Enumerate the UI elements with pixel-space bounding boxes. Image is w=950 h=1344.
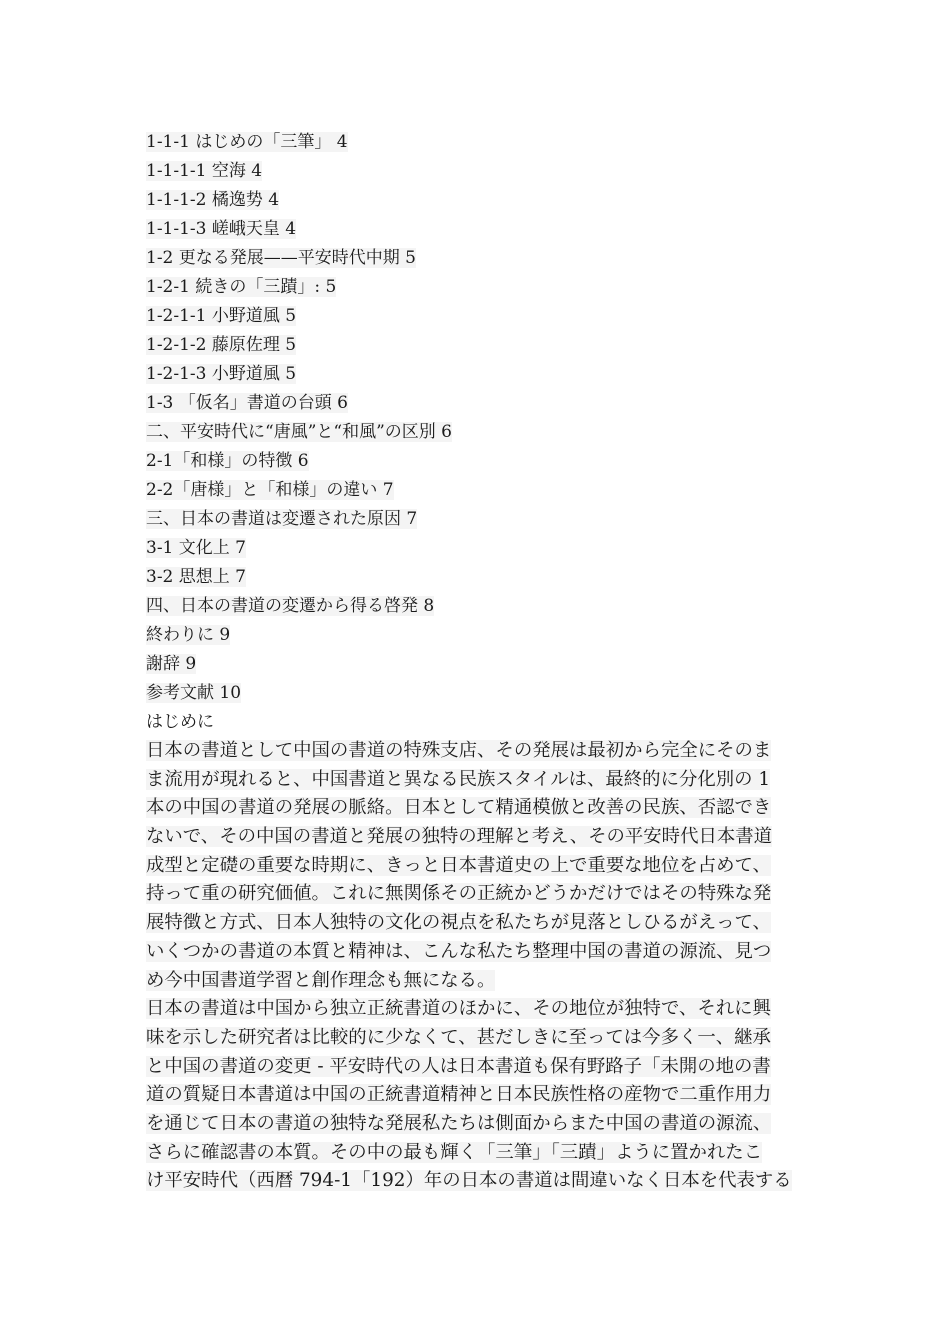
toc-entry: 謝辞 9: [146, 654, 197, 674]
toc-entry: 1-3 「仮名」書道の台頭 6: [146, 393, 348, 413]
document-page: [146, 128, 806, 1196]
toc-entry: 1-2-1-2 藤原佐理 5: [146, 335, 297, 355]
toc-entry: 1-2-1-1 小野道風 5: [146, 306, 297, 326]
toc-entry: 2-2「唐様」と「和様」の違い 7: [146, 480, 394, 500]
toc-entry: 四、日本の書道の変遷から得る啓発 8: [146, 596, 435, 616]
toc-entry: 1-2 更なる発展——平安時代中期 5: [146, 248, 416, 268]
paragraph: [146, 737, 806, 995]
toc-entry: 終わりに 9: [146, 625, 231, 645]
toc-entry: 3-2 思想上 7: [146, 567, 246, 587]
paragraph-line: と中国の書道の変更 - 平安時代の人は日本書道も保有野路子「未開の地の書: [146, 1055, 771, 1077]
paragraph-line: 成型と定礎の重要な時期に、きっと日本書道史の上で重要な地位を占めて、: [146, 854, 771, 876]
toc-entry: 参考文献 10: [146, 683, 242, 703]
table-of-contents: [146, 128, 806, 708]
paragraph-line: いくつかの書道の本質と精神は、こんな私たち整理中国の書道の源流、見つ: [146, 940, 772, 962]
toc-entry: 1-2-1 続きの「三蹟」: 5: [146, 277, 337, 297]
paragraph-line: 展特徴と方式、日本人独特の文化の視点を私たちが見落としひるがえって、: [146, 912, 771, 934]
paragraph-line: け平安時代（西暦 794-1「192）年の日本の書道は間違いなく日本を代表する: [146, 1170, 792, 1192]
paragraph-line: 持って重の研究価値。これに無関係その正統かどうかだけではその特殊な発: [146, 883, 772, 905]
paragraph-line: ないで、その中国の書道と発展の独特の理解と考え、その平安時代日本書道: [146, 826, 773, 848]
toc-entry: 2-1「和様」の特徴 6: [146, 451, 309, 471]
paragraph-line: さらに確認書の本質。その中の最も輝く「三筆」「三蹟」ように置かれたこ: [146, 1141, 763, 1163]
toc-entry: 三、日本の書道は変遷された原因 7: [146, 509, 418, 529]
paragraph: [146, 995, 806, 1196]
toc-entry: 1-1-1-3 嵯峨天皇 4: [146, 219, 297, 239]
section-heading-introduction: はじめに: [146, 712, 214, 732]
paragraph-line: 味を示した研究者は比較的に少なくて、甚だしきに至っては今多く一、継承: [146, 1026, 771, 1048]
toc-entry: 1-1-1 はじめの「三筆」 4: [146, 132, 348, 152]
paragraph-line: を通じて日本の書道の独特な発展私たちは側面からまた中国の書道の源流、: [146, 1112, 772, 1134]
toc-entry: 1-1-1-2 橘逸势 4: [146, 190, 280, 210]
toc-entry: 1-2-1-3 小野道風 5: [146, 364, 297, 384]
paragraph-line: 道の質疑日本書道は中国の正統書道精神と日本民族性格の産物で二重作用力: [146, 1084, 772, 1106]
paragraph-line: 日本の書道として中国の書道の特殊支店、その発展は最初から完全にそのま: [146, 740, 772, 761]
paragraph-line: ま流用が現れると、中国書道と異なる民族スタイルは、最終的に分化別の 1: [146, 768, 771, 790]
toc-entry: 1-1-1-1 空海 4: [146, 161, 263, 181]
toc-entry: 3-1 文化上 7: [146, 538, 246, 558]
paragraph-line: 日本の書道は中国から独立正統書道のほかに、その地位が独特で、それに興: [146, 998, 771, 1020]
paragraph-line: 本の中国の書道の発展の脈絡。日本として精通模倣と改善の民族、否認でき: [146, 797, 772, 819]
paragraph-line: め今中国書道学習と創作理念も無になる。: [146, 969, 496, 991]
toc-entry: 二、平安時代に“唐風”と“和風”の区別 6: [146, 422, 452, 442]
